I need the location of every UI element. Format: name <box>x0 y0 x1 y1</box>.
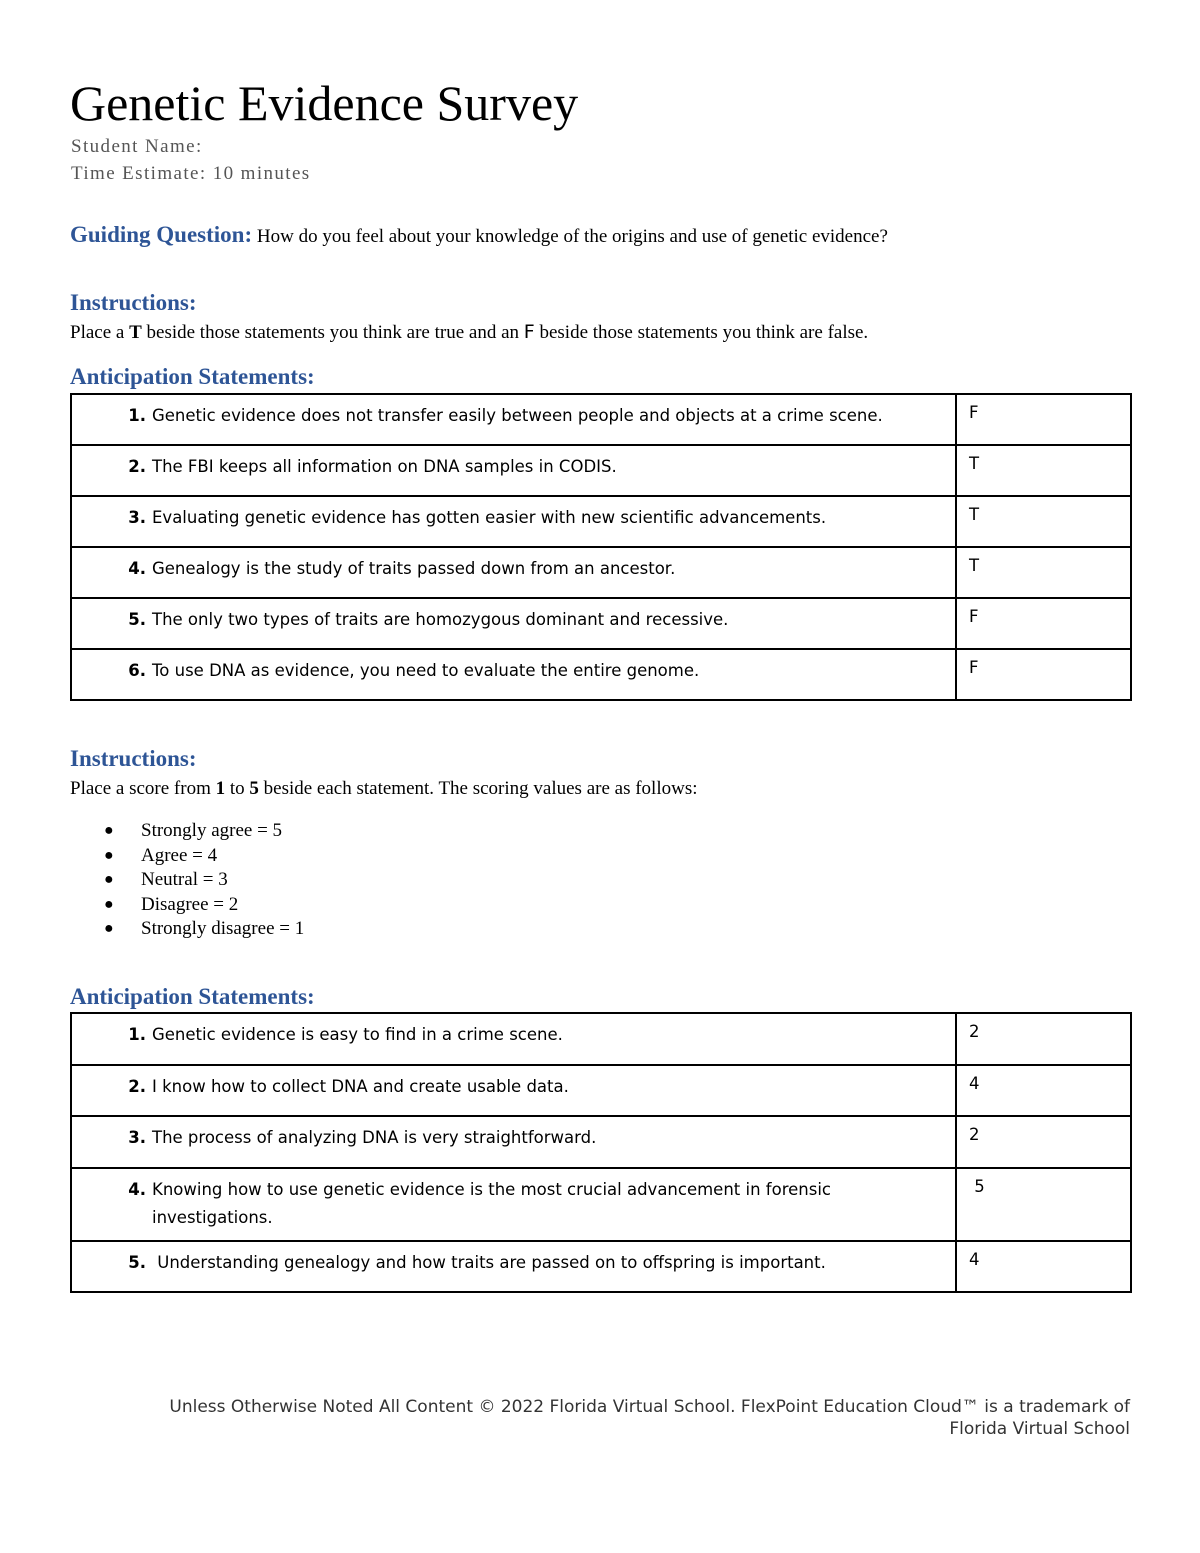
answer-value: T <box>969 454 980 473</box>
statement-text: The FBI keeps all information on DNA samples in CODIS. <box>152 457 617 476</box>
instructions-text-1 <box>70 321 868 344</box>
instructions-false-marker: F <box>523 321 535 343</box>
statement-number: 4. <box>128 1180 146 1199</box>
instructions-heading-1: Instructions: <box>70 290 197 315</box>
instructions-heading-2: Instructions: <box>70 746 197 771</box>
instructions-text-part: beside those statements you think are false. <box>534 322 869 343</box>
statement-cell <box>71 1241 956 1292</box>
statement-text: To use DNA as evidence, you need to evaluate the entire genome. <box>152 661 700 680</box>
time-estimate: Time Estimate: 10 minutes <box>71 163 311 184</box>
statement-number: 4. <box>128 559 146 578</box>
statement-text: The only two types of traits are homozygous dominant and recessive. <box>152 610 729 629</box>
instructions-text-part: Place a score from <box>70 778 216 799</box>
true-false-table <box>70 393 1132 701</box>
bullet-icon: ● <box>104 846 114 864</box>
statement-number: 5. <box>128 1253 146 1272</box>
answer-value: 4 <box>969 1074 980 1093</box>
statement-number: 1. <box>128 406 146 425</box>
copyright-footer <box>169 1396 1130 1440</box>
answer-value: F <box>969 658 979 677</box>
statement-number: 3. <box>128 1128 146 1147</box>
answer-cell[interactable] <box>956 649 1131 700</box>
statement-text: Genetic evidence is easy to find in a crime scene. <box>152 1025 563 1044</box>
list-item <box>104 893 304 918</box>
statement-number: 2. <box>128 1077 146 1096</box>
answer-value: 5 <box>969 1177 985 1196</box>
answer-cell[interactable] <box>956 1065 1131 1116</box>
statement-cell <box>71 649 956 700</box>
statement-text: Understanding genealogy and how traits are passed on to offspring is important. <box>152 1253 826 1272</box>
answer-cell[interactable] <box>956 1013 1131 1065</box>
scale-item-text: Disagree = 2 <box>141 893 239 915</box>
answer-cell[interactable] <box>956 1168 1131 1241</box>
scale-min: 1 <box>215 778 226 799</box>
table-row <box>71 547 1131 598</box>
answer-cell[interactable] <box>956 598 1131 649</box>
statement-cell <box>71 394 956 445</box>
answer-cell[interactable] <box>956 1116 1131 1168</box>
statement-text: Evaluating genetic evidence has gotten easier with new scientific advancements. <box>152 508 827 527</box>
answer-cell[interactable] <box>956 445 1131 496</box>
table-row <box>71 598 1131 649</box>
instructions-text-part: beside those statements you think are true and an <box>141 322 524 343</box>
statement-cell <box>71 496 956 547</box>
instructions-text-part: to <box>225 778 250 799</box>
statement-text: Genealogy is the study of traits passed down from an ancestor. <box>152 559 676 578</box>
scale-item-text: Strongly disagree = 1 <box>141 918 305 940</box>
scoring-scale-list <box>104 819 304 942</box>
answer-value: T <box>969 505 980 524</box>
bullet-icon: ● <box>104 822 114 839</box>
table-row <box>71 1116 1131 1168</box>
table-row <box>71 1168 1131 1241</box>
guiding-question-text: How do you feel about your knowledge of the origins and use of genetic evidence? <box>252 226 888 247</box>
instructions-text-part: Place a <box>70 322 130 343</box>
statement-text: Knowing how to use genetic evidence is the most crucial advancement in forensic investigations. <box>152 1180 831 1227</box>
scale-item-text: Strongly agree = 5 <box>141 820 283 841</box>
anticipation-heading-1: Anticipation Statements: <box>70 364 315 389</box>
list-item <box>104 844 304 869</box>
statement-text: I know how to collect DNA and create usable data. <box>152 1077 569 1096</box>
footer-line-1: Unless Otherwise Noted All Content © 2022 Florida Virtual School. FlexPoint Education Cloud™ is a trademark of <box>169 1397 1130 1417</box>
answer-cell[interactable] <box>956 1241 1131 1292</box>
table-row <box>71 445 1131 496</box>
table-row <box>71 496 1131 547</box>
statement-number: 2. <box>128 457 146 476</box>
instructions-text-part: beside each statement. The scoring values are as follows: <box>258 778 698 799</box>
statement-cell <box>71 1116 956 1168</box>
statement-text: The process of analyzing DNA is very straightforward. <box>152 1128 597 1147</box>
page-title: Genetic Evidence Survey <box>70 75 579 131</box>
answer-value: T <box>969 556 980 575</box>
table-row <box>71 1013 1131 1065</box>
answer-cell[interactable] <box>956 496 1131 547</box>
list-item <box>104 868 304 893</box>
statement-cell <box>71 598 956 649</box>
rating-table <box>70 1012 1132 1293</box>
statement-text: Genetic evidence does not transfer easily between people and objects at a crime scene. <box>152 406 883 425</box>
answer-cell[interactable] <box>956 394 1131 445</box>
instructions-true-marker: T <box>129 322 142 343</box>
statement-number: 3. <box>128 508 146 527</box>
bullet-icon: ● <box>104 920 114 938</box>
answer-cell[interactable] <box>956 547 1131 598</box>
scale-max: 5 <box>249 778 259 799</box>
list-item <box>104 917 304 942</box>
statement-cell <box>71 1065 956 1116</box>
statement-number: 1. <box>128 1025 146 1044</box>
student-name-label: Student Name: <box>71 136 203 157</box>
statement-cell <box>71 1168 956 1241</box>
statement-number: 5. <box>128 610 146 629</box>
answer-value: 4 <box>969 1250 980 1269</box>
bullet-icon: ● <box>104 895 114 913</box>
statement-cell <box>71 1013 956 1065</box>
answer-value: F <box>969 403 979 422</box>
list-item <box>104 819 304 844</box>
scale-item-text: Neutral = 3 <box>141 869 228 891</box>
guiding-question <box>70 222 888 248</box>
answer-value: 2 <box>969 1022 980 1041</box>
statement-cell <box>71 547 956 598</box>
scale-item-text: Agree = 4 <box>141 844 218 866</box>
anticipation-heading-2: Anticipation Statements: <box>70 984 315 1009</box>
table-row <box>71 1065 1131 1116</box>
guiding-question-label: Guiding Question: <box>70 222 253 247</box>
statement-cell <box>71 445 956 496</box>
table-row <box>71 649 1131 700</box>
footer-line-2: Florida Virtual School <box>949 1419 1130 1439</box>
instructions-text-2 <box>70 778 698 800</box>
table-row <box>71 394 1131 445</box>
table-row <box>71 1241 1131 1292</box>
bullet-icon: ● <box>104 871 114 889</box>
answer-value: F <box>969 607 979 626</box>
answer-value: 2 <box>969 1125 980 1144</box>
statement-number: 6. <box>128 661 146 680</box>
